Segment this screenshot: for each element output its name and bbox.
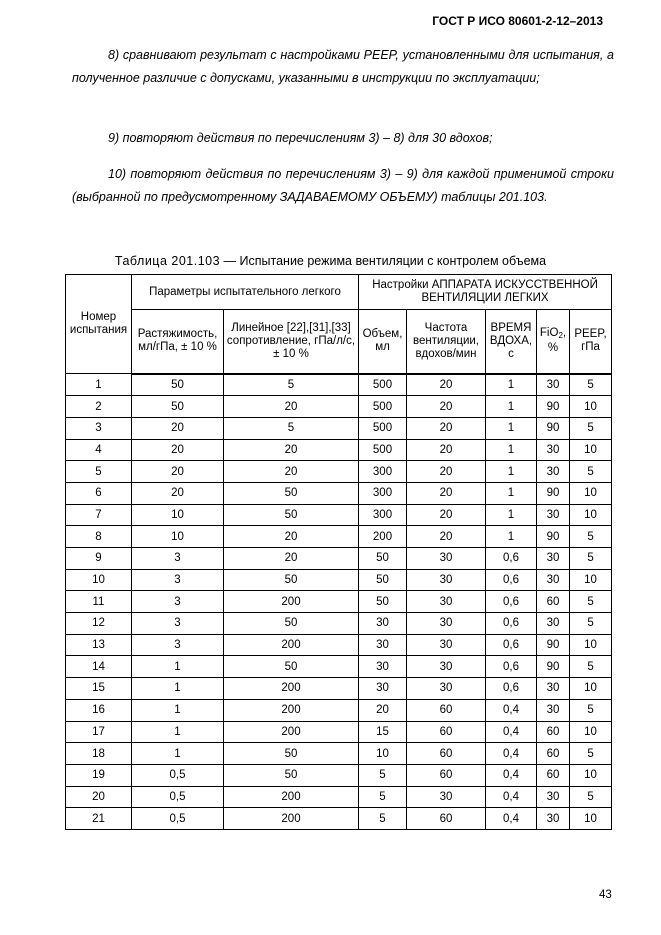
header-insp-time: ВРЕМЯ ВДОХА, с [486, 310, 537, 374]
table-cell: 19 [66, 764, 132, 786]
table-cell: 60 [407, 764, 486, 786]
table-cell: 500 [359, 374, 407, 396]
table-cell: 60 [407, 808, 486, 830]
table-cell: 30 [407, 656, 486, 678]
table-cell: 6 [66, 482, 132, 504]
header-test-number: Номер испытания [66, 275, 132, 374]
table-cell: 500 [359, 439, 407, 461]
table-cell: 15 [66, 678, 132, 700]
table-cell: 5 [359, 764, 407, 786]
table-cell: 50 [224, 613, 359, 635]
table-row [66, 548, 612, 570]
table-body [66, 374, 612, 830]
paragraph-text: 8) сравнивают результат с настройками PEEP, установленными для испытания, а полученное различие с допусками, указанными в инструкции по эксплуатации; [72, 48, 614, 85]
table-cell: 20 [224, 526, 359, 548]
table-cell: 20 [224, 439, 359, 461]
table-cell: 5 [570, 743, 612, 765]
table-cell: 10 [570, 764, 612, 786]
table-cell: 50 [359, 548, 407, 570]
table-cell: 500 [359, 417, 407, 439]
table-cell: 10 [132, 504, 224, 526]
table-cell: 30 [537, 439, 570, 461]
table-cell: 20 [407, 396, 486, 418]
table-cell: 5 [570, 461, 612, 483]
table-cell: 17 [66, 721, 132, 743]
paragraph-step-8 [72, 44, 614, 90]
table-cell: 20 [132, 439, 224, 461]
table-caption-number: Таблица 201.103 [114, 254, 221, 268]
header-peep: PEEP, гПа [570, 310, 612, 374]
table-cell: 1 [486, 374, 537, 396]
table-cell: 500 [359, 396, 407, 418]
table-cell: 30 [407, 613, 486, 635]
table-cell: 90 [537, 526, 570, 548]
table-cell: 20 [359, 699, 407, 721]
table-cell: 20 [407, 526, 486, 548]
table-row [66, 634, 612, 656]
table-cell: 10 [132, 526, 224, 548]
table-cell: 30 [407, 634, 486, 656]
table-cell: 5 [570, 374, 612, 396]
table-cell: 1 [132, 743, 224, 765]
table-cell: 200 [224, 699, 359, 721]
table-cell: 60 [537, 764, 570, 786]
table-cell: 30 [537, 504, 570, 526]
header-fio2: FiO$_2$, % [537, 310, 570, 374]
table-cell: 11 [66, 591, 132, 613]
paragraph-text: 10) повторяют действия по перечислениям 3) – 9) для каждой применимой строки (выбранной по предусмотренному ЗАДАВАЕМОМУ ОБЪЕМУ) таблицы 201.103. [72, 167, 614, 204]
table-cell: 200 [359, 526, 407, 548]
table-cell: 20 [407, 374, 486, 396]
table-cell: 200 [224, 591, 359, 613]
table-cell: 10 [570, 482, 612, 504]
table-cell: 20 [66, 786, 132, 808]
table-cell: 0,6 [486, 634, 537, 656]
table-cell: 30 [407, 569, 486, 591]
header-vent-settings: Настройки АППАРАТА ИСКУССТВЕННОЙ ВЕНТИЛЯЦИИ ЛЕГКИХ [359, 275, 612, 310]
table-row [66, 743, 612, 765]
table-cell: 12 [66, 613, 132, 635]
table-cell: 4 [66, 439, 132, 461]
table-row [66, 461, 612, 483]
table-cell: 30 [537, 613, 570, 635]
table-cell: 5 [359, 786, 407, 808]
table-caption [0, 254, 661, 268]
table-cell: 16 [66, 699, 132, 721]
fio2-subscript: 2 [558, 331, 563, 341]
table-row [66, 656, 612, 678]
table-cell: 30 [359, 634, 407, 656]
table-cell: 60 [407, 699, 486, 721]
paragraph-text: 9) повторяют действия по перечислениям 3) – 8) для 30 вдохов; [108, 131, 493, 145]
table-cell: 5 [570, 548, 612, 570]
table-cell: 3 [132, 548, 224, 570]
ventilation-test-table [65, 274, 612, 830]
table-cell: 20 [224, 396, 359, 418]
table-cell: 0,6 [486, 656, 537, 678]
table-cell: 1 [486, 417, 537, 439]
table-cell: 1 [132, 721, 224, 743]
table-cell: 60 [407, 743, 486, 765]
table-cell: 1 [132, 656, 224, 678]
table-cell: 30 [537, 699, 570, 721]
table-cell: 15 [359, 721, 407, 743]
table-row [66, 374, 612, 396]
table-cell: 30 [407, 548, 486, 570]
table-cell: 0,5 [132, 786, 224, 808]
table-cell: 300 [359, 461, 407, 483]
table-cell: 5 [570, 591, 612, 613]
table-cell: 1 [66, 374, 132, 396]
paragraph-step-9 [72, 127, 614, 150]
table-cell: 1 [486, 482, 537, 504]
table-cell: 50 [224, 569, 359, 591]
table-cell: 3 [132, 634, 224, 656]
table-cell: 0,4 [486, 699, 537, 721]
table-cell: 10 [359, 743, 407, 765]
table-cell: 30 [359, 678, 407, 700]
table-cell: 30 [537, 569, 570, 591]
table-cell: 30 [407, 786, 486, 808]
table-cell: 30 [537, 461, 570, 483]
table-cell: 0,6 [486, 591, 537, 613]
table-cell: 60 [407, 721, 486, 743]
table-cell: 2 [66, 396, 132, 418]
fio2-label: FiO [539, 327, 559, 340]
table-cell: 5 [570, 526, 612, 548]
header-volume: Объем, мл [359, 310, 407, 374]
table-cell: 50 [359, 569, 407, 591]
table-cell: 18 [66, 743, 132, 765]
table-row [66, 526, 612, 548]
table-cell: 1 [486, 504, 537, 526]
table-cell: 1 [486, 439, 537, 461]
table-cell: 90 [537, 396, 570, 418]
table-cell: 20 [407, 482, 486, 504]
table-cell: 200 [224, 678, 359, 700]
table-cell: 30 [359, 613, 407, 635]
table-cell: 90 [537, 417, 570, 439]
table-row [66, 613, 612, 635]
table-cell: 0,4 [486, 808, 537, 830]
table-cell: 5 [570, 656, 612, 678]
table-cell: 0,6 [486, 613, 537, 635]
table-cell: 1 [486, 461, 537, 483]
table-cell: 300 [359, 504, 407, 526]
table-row [66, 417, 612, 439]
table-cell: 50 [224, 656, 359, 678]
table-cell: 5 [224, 374, 359, 396]
table-cell: 13 [66, 634, 132, 656]
table-cell: 90 [537, 482, 570, 504]
table-cell: 30 [537, 374, 570, 396]
table-row [66, 569, 612, 591]
table-cell: 21 [66, 808, 132, 830]
table-row [66, 764, 612, 786]
table-cell: 50 [224, 504, 359, 526]
table-cell: 20 [407, 504, 486, 526]
table-cell: 30 [407, 591, 486, 613]
table-row [66, 699, 612, 721]
table-cell: 1 [486, 396, 537, 418]
table-cell: 10 [570, 808, 612, 830]
header-compliance: Растяжимость, мл/гПа, ± 10 % [132, 310, 224, 374]
table-cell: 50 [224, 743, 359, 765]
table-cell: 0,5 [132, 808, 224, 830]
table-cell: 50 [132, 374, 224, 396]
table-cell: 20 [132, 417, 224, 439]
table-row [66, 591, 612, 613]
table-cell: 0,4 [486, 786, 537, 808]
table-cell: 10 [66, 569, 132, 591]
table-cell: 1 [486, 526, 537, 548]
table-cell: 20 [224, 461, 359, 483]
table-cell: 7 [66, 504, 132, 526]
table-cell: 9 [66, 548, 132, 570]
table-cell: 50 [359, 591, 407, 613]
table-row [66, 786, 612, 808]
table-cell: 0,4 [486, 721, 537, 743]
table-row [66, 808, 612, 830]
table-cell: 0,6 [486, 569, 537, 591]
table-cell: 10 [570, 721, 612, 743]
table-row [66, 482, 612, 504]
table-cell: 200 [224, 721, 359, 743]
table-cell: 60 [537, 721, 570, 743]
page-number: 43 [599, 889, 612, 901]
table-cell: 5 [570, 786, 612, 808]
table-cell: 90 [537, 634, 570, 656]
table-cell: 5 [66, 461, 132, 483]
table-row [66, 439, 612, 461]
table-cell: 14 [66, 656, 132, 678]
table-cell: 3 [132, 569, 224, 591]
table-cell: 30 [537, 678, 570, 700]
table-cell: 50 [224, 482, 359, 504]
table-cell: 50 [132, 396, 224, 418]
table-cell: 0,5 [132, 764, 224, 786]
table-cell: 10 [570, 569, 612, 591]
table-cell: 1 [132, 678, 224, 700]
table-cell: 5 [359, 808, 407, 830]
table-cell: 10 [570, 396, 612, 418]
document-header: ГОСТ Р ИСО 80601-2-12–2013 [432, 14, 603, 28]
table-cell: 20 [407, 461, 486, 483]
table-cell: 10 [570, 678, 612, 700]
table-cell: 3 [132, 613, 224, 635]
table-cell: 30 [537, 548, 570, 570]
table-cell: 0,4 [486, 764, 537, 786]
table-cell: 20 [407, 439, 486, 461]
table-cell: 20 [224, 548, 359, 570]
table-row [66, 396, 612, 418]
table-row [66, 504, 612, 526]
table-cell: 3 [132, 591, 224, 613]
table-cell: 10 [570, 634, 612, 656]
table-cell: 5 [224, 417, 359, 439]
table-cell: 20 [132, 482, 224, 504]
table-cell: 30 [407, 678, 486, 700]
paragraph-step-10 [72, 163, 614, 209]
table-cell: 10 [570, 439, 612, 461]
table-cell: 200 [224, 634, 359, 656]
table-cell: 60 [537, 743, 570, 765]
header-rate: Частота вентиляции, вдохов/мин [407, 310, 486, 374]
table-cell: 5 [570, 417, 612, 439]
table-row [66, 721, 612, 743]
table-cell: 30 [537, 786, 570, 808]
table-cell: 20 [407, 417, 486, 439]
table-cell: 5 [570, 613, 612, 635]
table-cell: 3 [66, 417, 132, 439]
table-cell: 30 [537, 808, 570, 830]
table-cell: 90 [537, 656, 570, 678]
header-resistance: Линейное [22],[31],[33] сопротивление, гПа/л/с, ± 10 % [224, 310, 359, 374]
table-cell: 60 [537, 591, 570, 613]
header-lung-params: Параметры испытательного легкого [132, 275, 359, 310]
table-row [66, 678, 612, 700]
table-cell: 30 [359, 656, 407, 678]
table-cell: 0,4 [486, 743, 537, 765]
table-cell: 0,6 [486, 678, 537, 700]
table-cell: 1 [132, 699, 224, 721]
table-cell: 5 [570, 699, 612, 721]
table-cell: 50 [224, 764, 359, 786]
table-caption-title: — Испытание режима вентиляции с контролем объема [220, 254, 547, 268]
table-cell: 200 [224, 786, 359, 808]
table-cell: 10 [570, 504, 612, 526]
table-cell: 200 [224, 808, 359, 830]
fio2-unit: % [547, 342, 559, 355]
table-cell: 8 [66, 526, 132, 548]
table-cell: 20 [132, 461, 224, 483]
table-cell: 0,6 [486, 548, 537, 570]
table-cell: 300 [359, 482, 407, 504]
